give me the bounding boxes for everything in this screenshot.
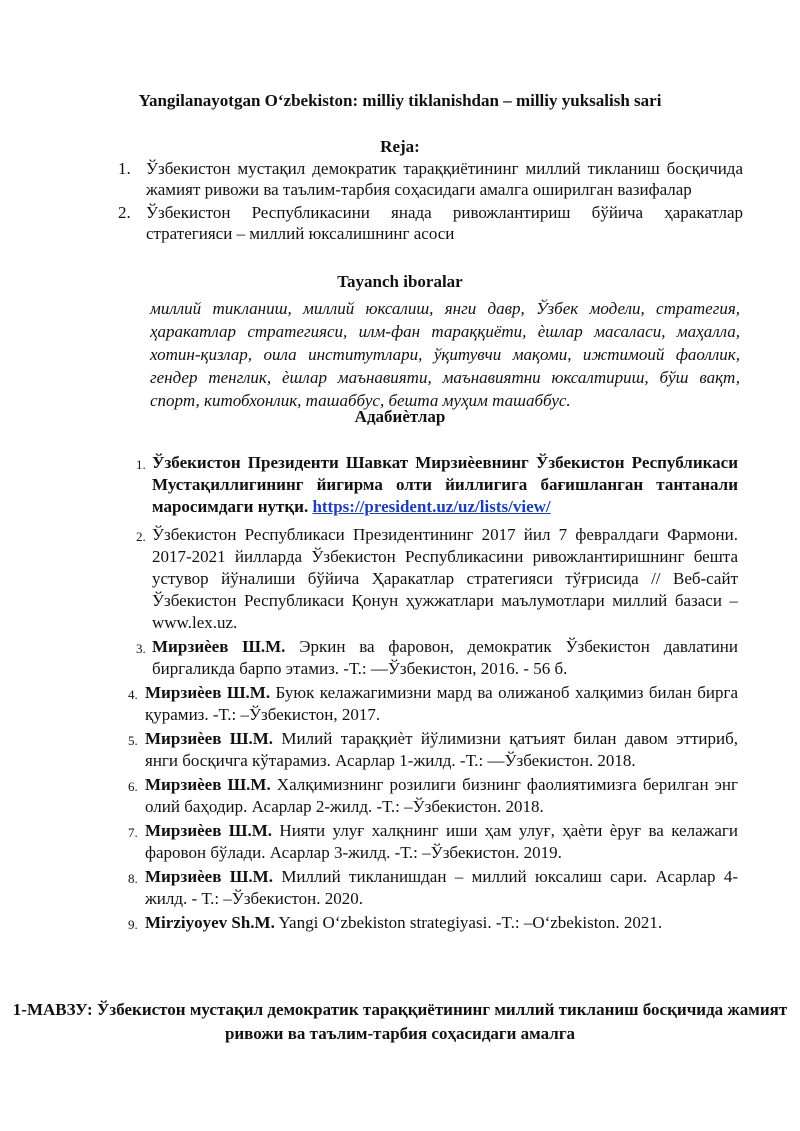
reference-item [128, 866, 738, 910]
plan-heading: Reja: [380, 137, 420, 156]
reference-text: Yangi O‘zbekiston strategiyasi. -T.: –O‘zbekiston. 2021. [274, 913, 663, 932]
reference-item [128, 452, 738, 518]
document-title: Yangilanayotgan O‘zbekiston: milliy tiklanishdan – milliy yuksalish sari [138, 91, 662, 110]
reference-author: Ўзбекистон Президенти Шавкат Мирзиѐевнинг Ўзбекистон Республикаси Мустақиллигининг йигирма олти йиллигига бағишланган тантанали маросимдаги нутқи. [152, 453, 738, 516]
reference-text: Нияти улуғ халқнинг иши ҳам улуғ, ҳаѐти ѐруғ ва келажаги фаровон бўлади. Асарлар 3-жилд. -Т.: –Ўзбекистон. 2019. [145, 821, 738, 862]
reference-number: 6. [128, 779, 138, 794]
reference-item [128, 774, 738, 818]
reference-number: 5. [128, 733, 138, 748]
reference-text: Милий тараққиѐт йўлимизни қатъият билан давом эттириб, янги босқичга кўтарамиз. Асарлар 1-жилд. -Т.: ―Ўзбекистон. 2018. [145, 729, 738, 770]
reference-item [128, 820, 738, 864]
literature-heading: Адабиѐтлар [354, 407, 446, 426]
reference-number: 7. [128, 825, 138, 840]
reference-author: Мирзиѐев Ш.М. [145, 683, 271, 702]
keywords-heading: Tayanch iboralar [337, 272, 463, 291]
reference-author: Мирзиѐев Ш.М. [145, 821, 273, 840]
reference-item [128, 728, 738, 772]
reference-number: 2. [136, 529, 146, 544]
topic-heading: 1-МАВЗУ: Ўзбекистон мустақил демократик тараққиётининг миллий тикланиш босқичида жамият ривожи ва таълим-тарбия соҳасидаги амалга [12, 1000, 788, 1043]
reference-number: 9. [128, 917, 138, 932]
plan-item-number: 2. [118, 203, 131, 222]
reference-item [128, 524, 738, 634]
plan-list [118, 158, 743, 246]
plan-item-number: 1. [118, 159, 131, 178]
plan-item-text: Ўзбекистон Республикасини янада ривожлантириш бўйича ҳаракатлар стратегияси – миллий юксалишнинг асоси [146, 203, 743, 243]
reference-number: 4. [128, 687, 138, 702]
plan-item-text: Ўзбекистон мустақил демократик тараққиётининг миллий тикланиш босқичида жамият ривожи ва таълим-тарбия соҳасидаги амалга оширилган вазифалар [146, 159, 743, 199]
reference-item [128, 912, 738, 934]
reference-list [128, 452, 738, 934]
reference-text: Миллий тикланишдан – миллий юксалиш сари. Асарлар 4-жилд. - Т.: –Ўзбекистон. 2020. [145, 867, 738, 908]
reference-item [128, 682, 738, 726]
reference-number: 1. [136, 457, 146, 472]
reference-author: Мирзиѐев Ш.М. [145, 729, 274, 748]
reference-link[interactable]: https://president.uz/uz/lists/view/ [312, 497, 551, 516]
reference-text: Эркин ва фаровон, демократик Ўзбекистон давлатини биргаликда барпо этамиз. -Т.: ―Ўзбекистон, 2016. - 56 б. [152, 637, 738, 678]
reference-author: Мирзиѐев Ш.М. [145, 775, 271, 794]
plan-item [118, 202, 743, 244]
plan-item [118, 158, 743, 200]
reference-author: Mirziyoyev Sh.M. [145, 913, 275, 932]
reference-text: Буюк келажагимизни мард ва олижаноб халқимиз билан бирга қурамиз. -Т.: –Ўзбекистон, 2017. [145, 683, 738, 724]
reference-item [128, 636, 738, 680]
reference-author: Мирзиѐев Ш.М. [145, 867, 273, 886]
reference-author: Мирзиѐев Ш.М. [152, 637, 286, 656]
keywords-paragraph: миллий тикланиш, миллий юксалиш, янги давр, Ўзбек модели, стратегия, ҳаракатлар стратегияси, илм-фан тараққиёти, ѐшлар масаласи, маҳалла, хотин-қизлар, оила институтлари, ўқитувчи мақоми, ижтимоий фаоллик, гендер тенглик, ѐшлар маънавияти, маънавиятни юксалтириш, бўш вақт, спорт, китобхонлик, ташаббус, бешта муҳим ташаббус. [150, 299, 740, 410]
reference-text: Халқимизнинг розилиги бизнинг фаолиятимизга берилган энг олий баҳодир. Асарлар 2-жилд. -Т.: –Ўзбекистон. 2018. [145, 775, 738, 816]
reference-number: 3. [136, 641, 146, 656]
reference-number: 8. [128, 871, 138, 886]
reference-text: Ўзбекистон Республикаси Президентининг 2017 йил 7 февралдаги Фармони. 2017-2021 йилларда Ўзбекистон Республикасини ривожлантиришнинг бешта устувор йўналиши бўйича Ҳаракатлар стратегияси тўғрисида // Веб-сайт Ўзбекистон Республикаси Қонун ҳужжатлари маълумотлари миллий базаси – www.lex.uz. [152, 525, 738, 632]
